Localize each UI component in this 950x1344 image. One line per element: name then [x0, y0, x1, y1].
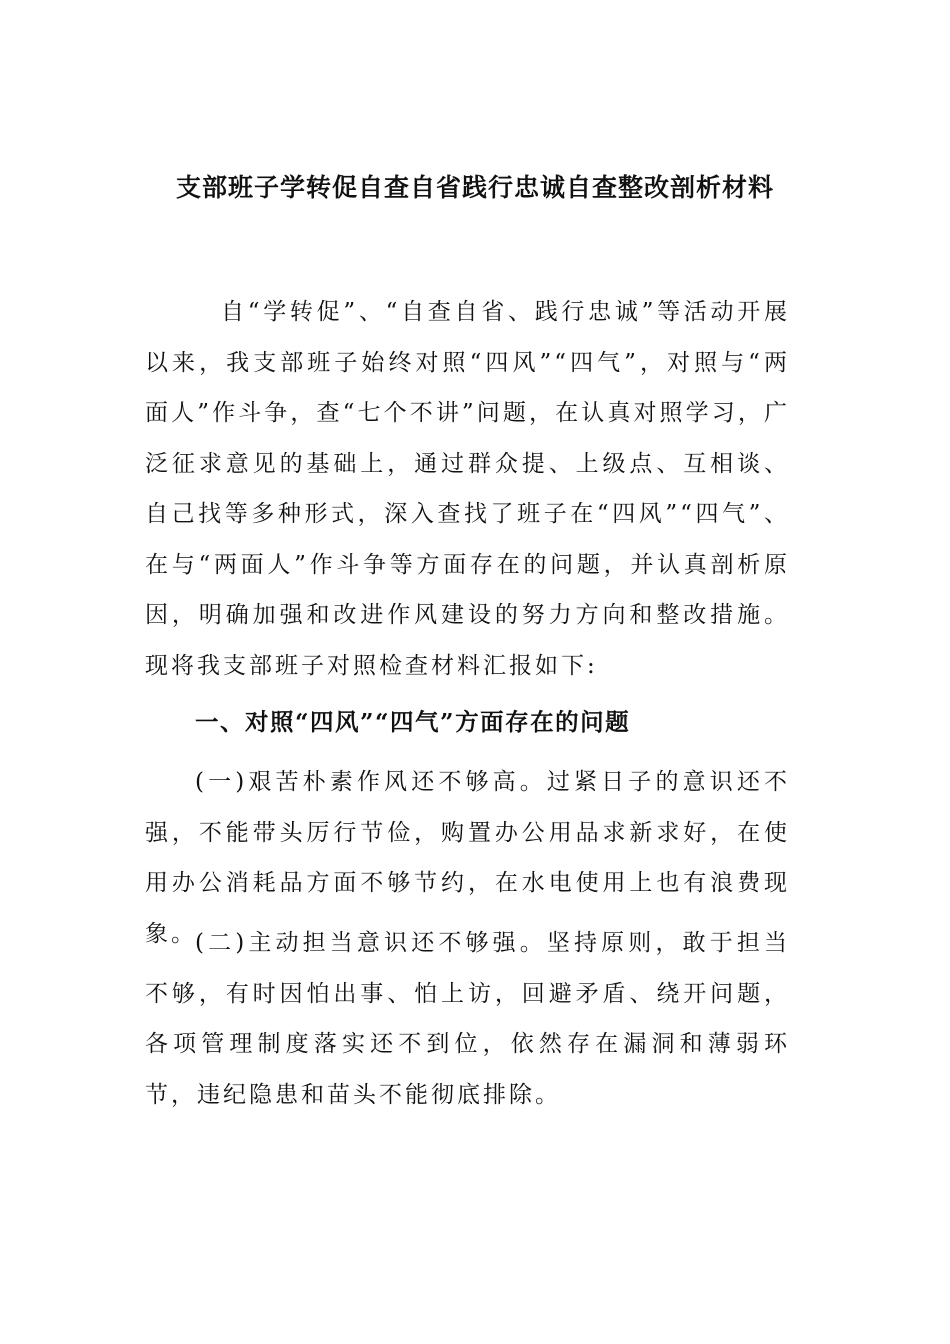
document-title: 支部班子学转促自查自省践行忠诚自查整改剖析材料 [175, 173, 774, 202]
section-heading: 一、对照“四风”“四气”方面存在的问题 [195, 708, 631, 736]
paragraph-item-1: (一)艰苦朴素作风还不够高。过紧日子的意识还不强，不能带头厉行节俭，购置办公用品求新求好，在使用办公消耗品方面不够节约，在水电使用上也有浪费现象。 [145, 769, 790, 947]
intro-paragraph: 自“学转促”、“自查自省、践行忠诚”等活动开展以来，我支部班子始终对照“四风”“四气”，对照与“两面人”作斗争，查“七个不讲”问题，在认真对照学习，广泛征求意见的基础上，通过群众提、上级点、互相谈、自己找等多种形式，深入查找了班子在“四风”“四气”、在与“两面人”作斗争等方面存在的问题，并认真剖析原因，明确加强和改进作风建设的努力方向和整改措施。现将我支部班子对照检查材料汇报如下: [145, 299, 790, 679]
paragraph-item-2: (二)主动担当意识还不够强。坚持原则，敢于担当不够，有时因怕出事、怕上访，回避矛盾、绕开问题，各项管理制度落实还不到位，依然存在漏洞和薄弱环节，违纪隐患和苗头不能彻底排除。 [145, 930, 790, 1108]
